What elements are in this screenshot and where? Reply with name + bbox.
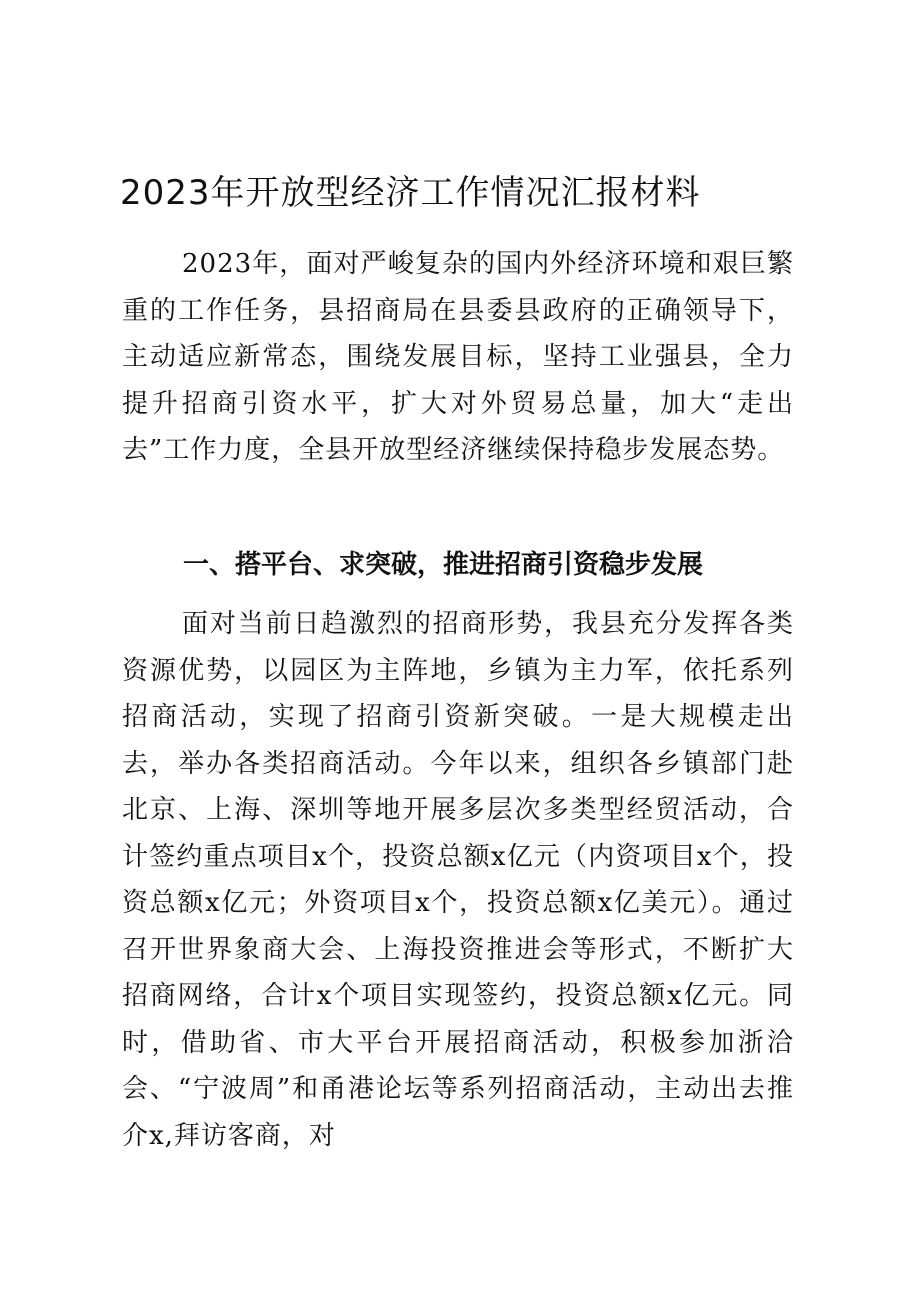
section-heading-1: 一、搭平台、求突破，推进招商引资稳步发展 — [183, 550, 704, 580]
document-title: 2023年开放型经济工作情况汇报材料 — [120, 173, 701, 213]
intro-paragraph: 2023年，面对严峻复杂的国内外经济环境和艰巨繁重的工作任务，县招商局在县委县政府的正确领导下，主动适应新常态，围绕发展目标，坚持工业强县，全力提升招商引资水平，扩大对外贸易总量，加大“走出去”工作力度，全县开放型经济继续保持稳步发展态势。 — [122, 249, 794, 465]
section-1-paragraph: 面对当前日趋激烈的招商形势，我县充分发挥各类资源优势，以园区为主阵地，乡镇为主力军，依托系列招商活动，实现了招商引资新突破。一是大规模走出去，举办各类招商活动。今年以来，组织各乡镇部门赴北京、上海、深圳等地开展多层次多类型经贸活动，合计签约重点项目x个，投资总额x亿元（内资项目x个，投资总额x亿元；外资项目x个，投资总额x亿美元）。通过召开世界象商大会、上海投资推进会等形式，不断扩大招商网络，合计x个项目实现签约，投资总额x亿元。同时，借助省、市大平台开展招商活动，积极参加浙洽会、“宁波周”和甬港论坛等系列招商活动，主动出去推介x,拜访客商，对 — [122, 609, 794, 1151]
